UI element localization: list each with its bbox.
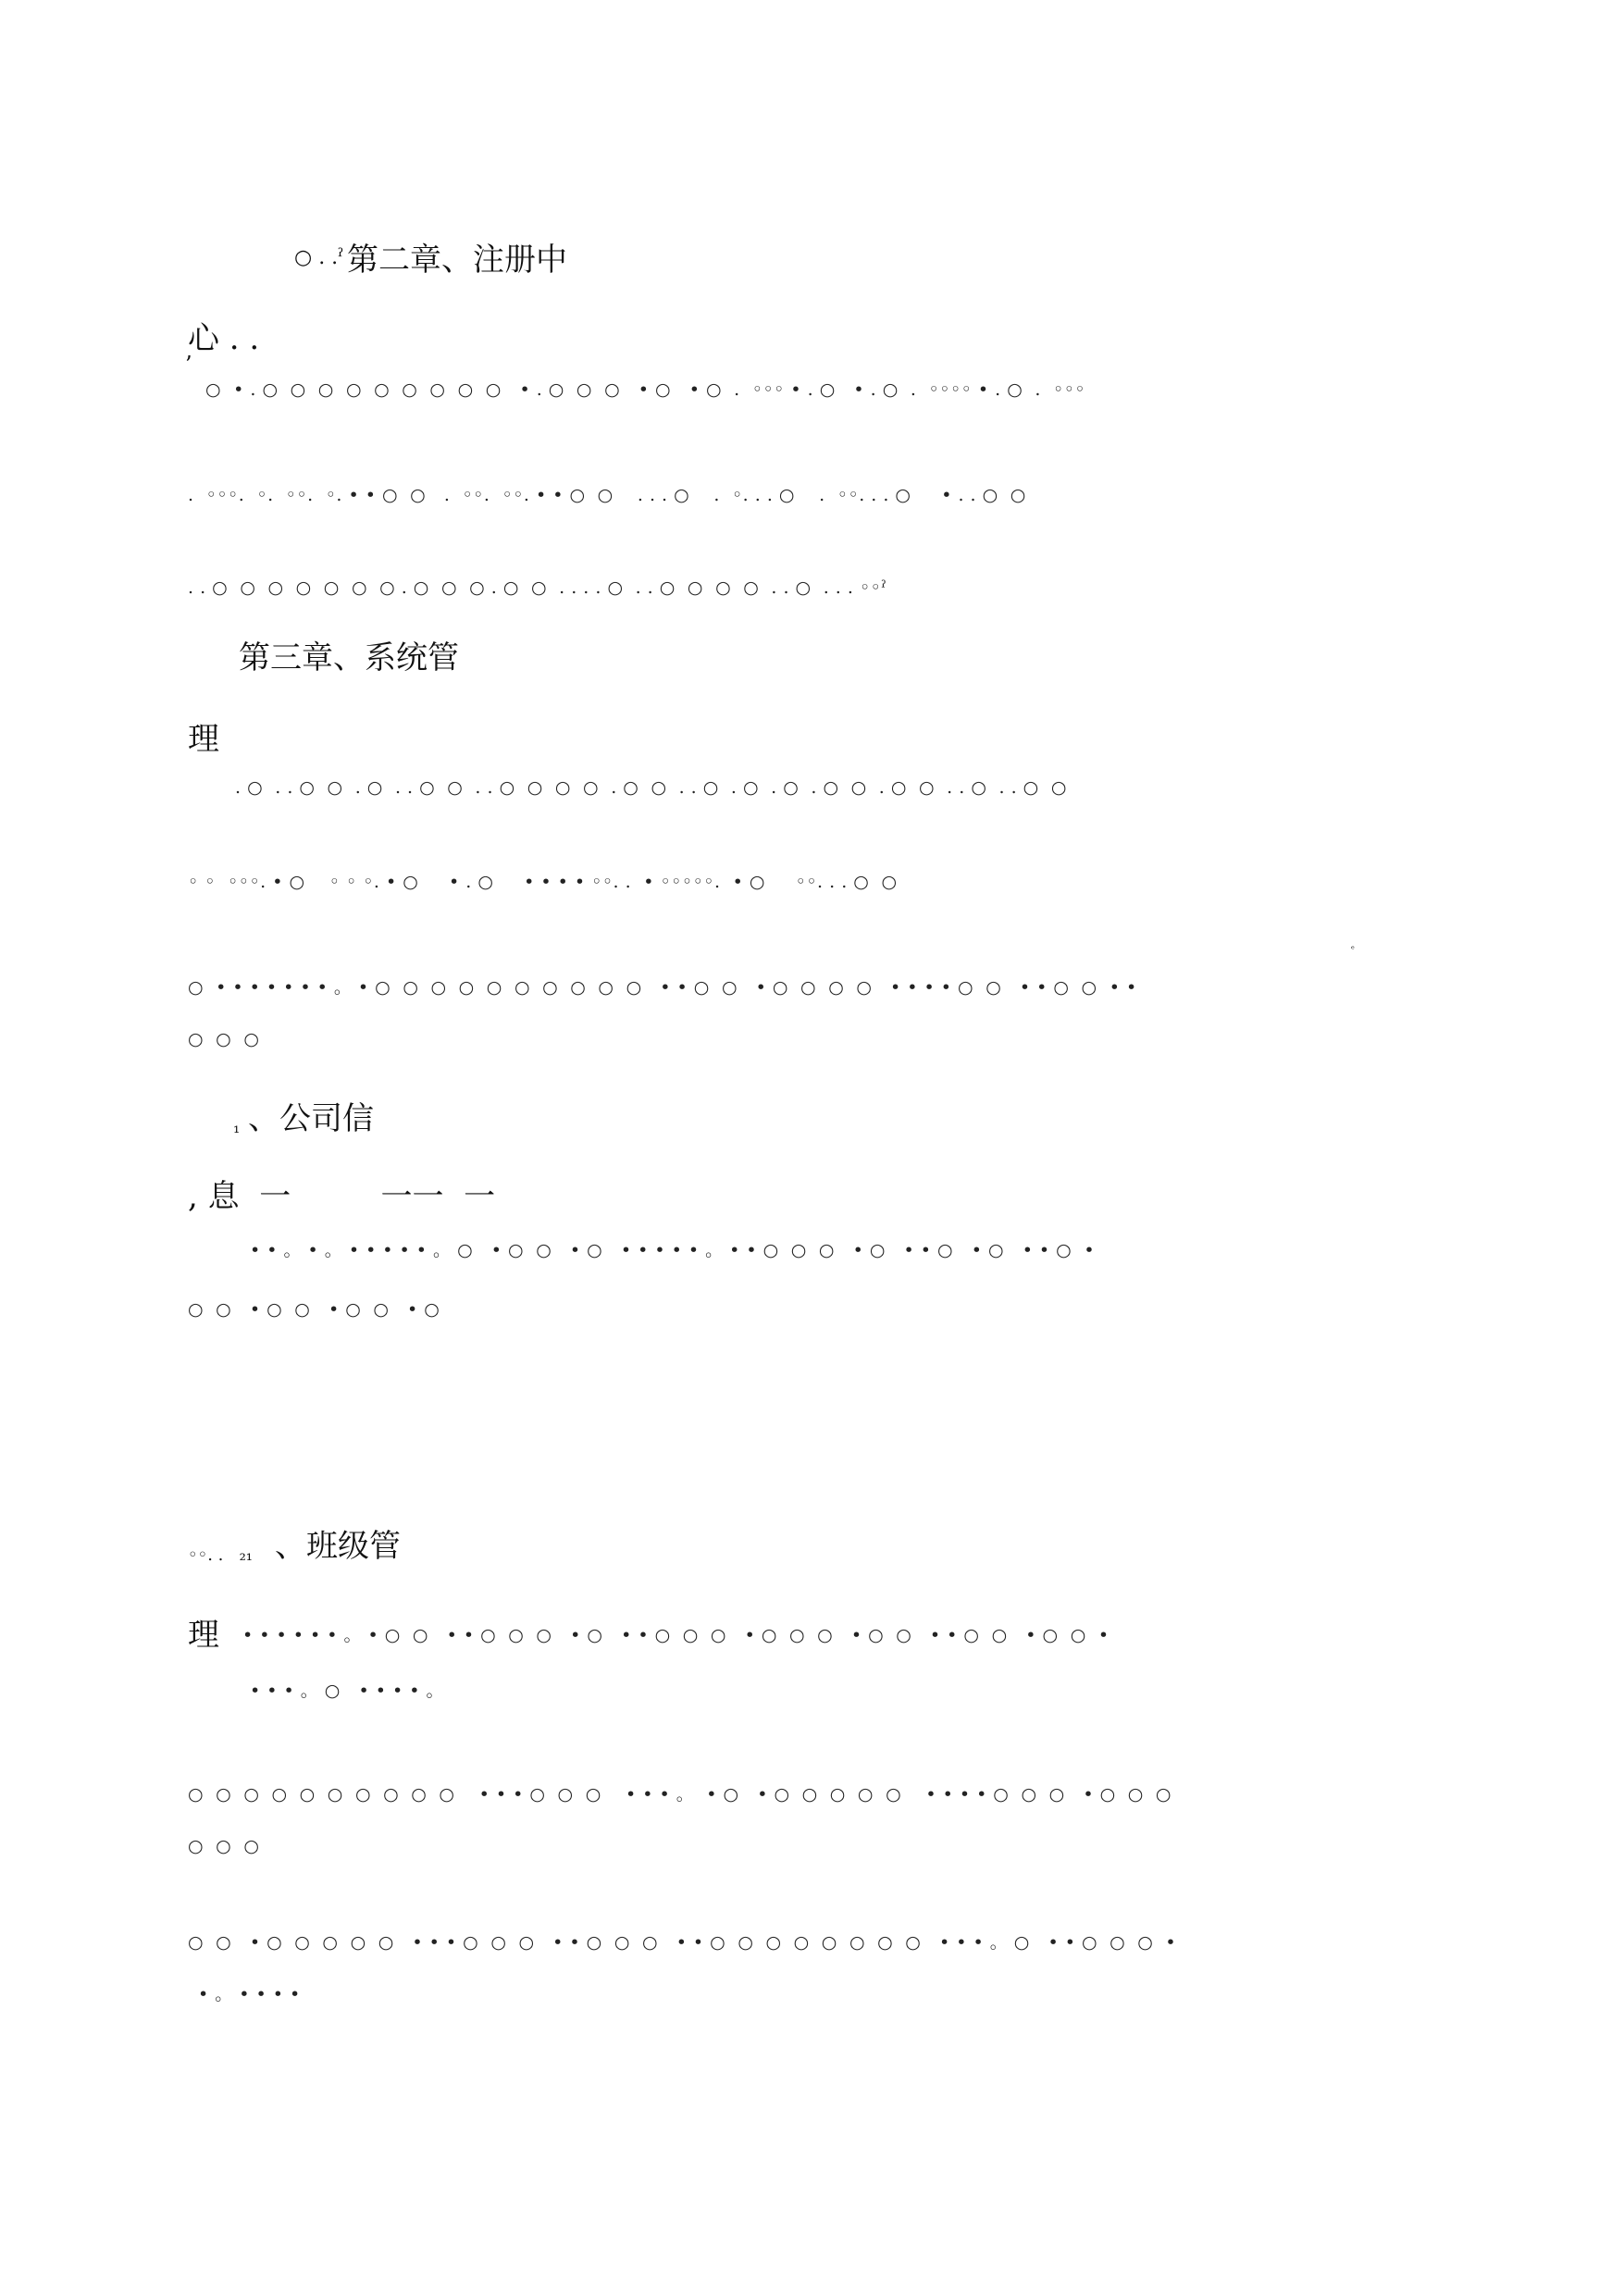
company-section-title-cont: , 息 一 一一 一 [188, 1178, 496, 1215]
chapter3-title: 第三章、系统管 [239, 639, 459, 676]
chapter3-leader-4: ○ ○ ○ [188, 1029, 260, 1049]
company-section-title: 、公司信 [248, 1100, 374, 1137]
class-section-prefix: ◦◦. . ₂₁ [188, 1545, 253, 1565]
chapter2-mark: ’ [185, 352, 192, 378]
chapter3-margin-mark: ᵉ [1351, 945, 1355, 955]
class-leader-5: ○ ○ • ○ ○ ○ ○ ○ • • • ○ ○ ○ • • ○ ○ ○ • • ○ ○ ○ ○ ○ ○ ○ ○ • • • 。 ○ • • ○ ○ ○ • [188, 1932, 1177, 1953]
chapter2-title: 第二章、注册中 [347, 242, 567, 279]
company-leader-1: • • 。 • 。 • • • • • 。 ○ • ○ ○ • ○ • • • • • 。 • • ○ ○ ○ • ○ • • ○ • ○ • • ○ • [250, 1240, 1096, 1260]
chapter2-leader-3: . . ○ ○ ○ ○ ○ ○ ○ . ○ ○ ○ . ○ ○ . . . . ○ . . ○ ○ ○ ○ . . ○ . . . ◦◦ˀ [188, 577, 887, 598]
chapter3-leader-2: ◦ ◦ ◦◦◦. • ○ ◦ ◦ ◦. • ○ • . ○ • • • • ◦◦. . • ◦◦◦◦◦. • ○ ◦◦. . . ○ ○ [188, 872, 898, 892]
class-section-title: 、班级管 [275, 1528, 401, 1565]
class-leader-1: • • • • • • 。 • ○ ○ • • ○ ○ ○ • ○ • • ○ ○ ○ • ○ ○ ○ • ○ ○ • • ○ ○ • ○ ○ • [242, 1625, 1110, 1645]
class-leader-3: ○ ○ ○ ○ ○ ○ ○ ○ ○ ○ • • • ○ ○ ○ • • • 。 • ○ • ○ ○ ○ ○ ○ • • • • ○ ○ ○ • ○ ○ ○ [188, 1784, 1172, 1805]
chapter2-title-prefix: ○ . .ˀ [294, 246, 344, 269]
class-leader-4: ○ ○ ○ [188, 1836, 260, 1856]
chapter2-leader-1: ○ • . ○ ○ ○ ○ ○ ○ ○ ○ ○ • . ○ ○ ○ • ○ • ○ . ◦◦◦ • . ○ • . ○ . ◦◦◦◦ • . ○ . ◦◦◦ [205, 379, 1086, 400]
class-section-title-cont: 理 [188, 1617, 219, 1654]
chapter2-leader-2: . ◦◦◦. ◦. ◦◦. ◦. • • ○ ○ . ◦◦. ◦◦. • • ○ ○ . . . ○ . ◦. . . ○ . ◦◦. . . ○ • . . ○ ○ [188, 485, 1026, 505]
company-section-number: ₁ [233, 1118, 241, 1137]
chapter3-leader-1: . ○ . . ○ ○ . ○ . . ○ ○ . . ○ ○ ○ ○ . ○ ○ . . ○ . ○ . ○ . ○ ○ . ○ ○ . . ○ . . ○ ○ [235, 777, 1067, 798]
company-leader-2: ○ ○ • ○ ○ • ○ ○ • ○ [188, 1299, 440, 1320]
chapter3-title-cont: 理 [188, 721, 219, 758]
chapter3-leader-3: ○ • • • • • • • 。 • ○ ○ ○ ○ ○ ○ ○ ○ ○ ○ • • ○ ○ • ○ ○ ○ ○ • • • • ○ ○ • • ○ ○ • • [188, 977, 1137, 998]
class-leader-2: • • • 。 ○ • • • • 。 [250, 1681, 444, 1701]
class-leader-6: • 。 • • • • [198, 1984, 301, 2004]
chapter2-title-cont: 心 . . [188, 320, 260, 357]
